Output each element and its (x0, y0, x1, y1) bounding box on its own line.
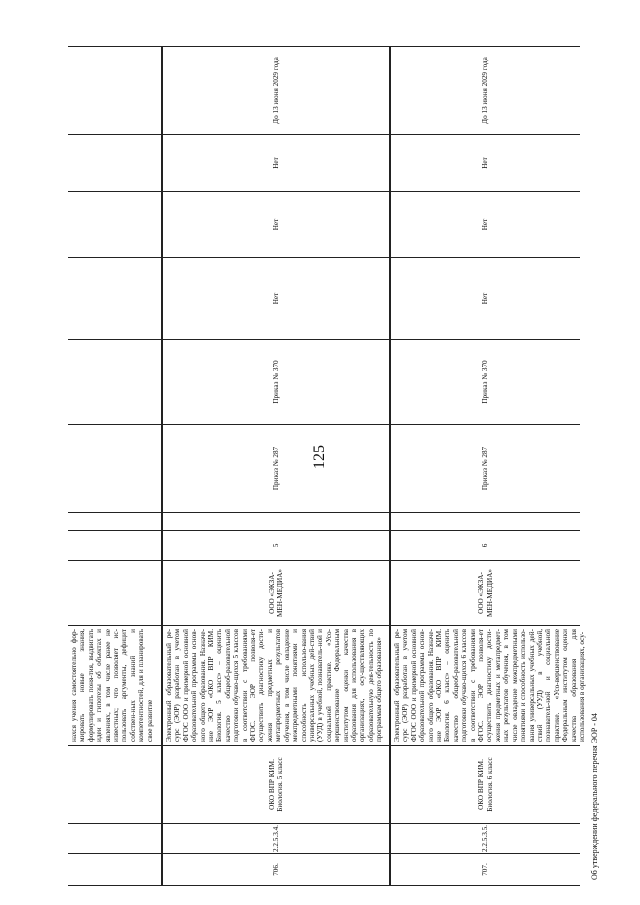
continuation-text: нахся учения самостоятельно фор-мировать новые знания, формулировать поня-тия, выдвигать идеи и гипотезы об объектах и явлениях, в том числе ранее не известных; что позволяет ис-пользовать аргументы, дефицит собствен-ных знаний и компетентностей, для и планировать свое развитие (70, 629, 154, 742)
cell-no3: Нет (163, 135, 389, 192)
cell-code: 2.2.5.3.4. (163, 824, 389, 854)
cell-empty (163, 513, 389, 531)
table-row-continuation (68, 46, 162, 886)
cell-num (68, 854, 161, 886)
cell-grade: 6 (391, 531, 580, 561)
cell-num: 707. (391, 854, 580, 886)
cell-grade: 5 (163, 531, 389, 561)
cell-no3 (68, 135, 161, 192)
cell-order2: Приказ № 370 (163, 340, 389, 425)
cell-num: 706. (163, 854, 389, 886)
cell-no2 (68, 192, 161, 258)
cell-grade (68, 531, 161, 561)
cell-empty (68, 513, 161, 531)
cell-order2: Приказ № 370 (391, 340, 580, 425)
page-footer: Об утверждении федерального перечня ЭОР - 04 (590, 713, 599, 880)
cell-name: ОКО ВПР КИМ. Биология. 6 класс (391, 746, 580, 824)
table-row (390, 46, 586, 886)
cell-no1: Нет (391, 258, 580, 340)
cell-no2: Нет (391, 192, 580, 258)
cell-description: Электронный образовательный ре-сурс (ЭОР) разработан в учетом ФГОС ООО и примерной основной образовательной программы основ-ного общего образования. Назначе-ние ЭОР «ОКО ВПР КИМ. Биология. 6 класс» – оценить качество общеоб-разовательной подготовки обучаю-щихся 6 классов в соответствии с требованиями ФГОС. ЭОР позволя-ет осуществить диагностику дости-жения предметных и метапредмет-ных результатов обучения, в том числе овладение межпредметными понятиями и способность использо-вания универсальных учебных дей-ствий (УУД) в учебной, познаватель-ной и социальной практике. «Усо-вершенствование Федеральным институтом оценки качества образования для использования в организациях, осу- (391, 626, 580, 746)
cell-publisher: ООО «ЭКЗА-МЕН-МЕДИА» (163, 561, 389, 626)
cell-name: ОКО ВПР КИМ. Биология. 5 класс (163, 746, 389, 824)
cell-deadline: До 13 июня 2029 года (391, 46, 580, 135)
cell-order1 (68, 425, 161, 513)
cell-no2: Нет (163, 192, 389, 258)
cell-description (68, 626, 161, 746)
cell-no3: Нет (391, 135, 580, 192)
cell-order1: Приказ № 287 (391, 425, 580, 513)
cell-deadline (68, 46, 161, 135)
table-row (162, 46, 390, 886)
resource-table (68, 46, 586, 886)
cell-publisher: ООО «ЭКЗА-МЕН-МЕДИА» (391, 561, 580, 626)
cell-no1: Нет (163, 258, 389, 340)
cell-order2 (68, 340, 161, 425)
cell-code: 2.2.5.3.5. (391, 824, 580, 854)
cell-code (68, 824, 161, 854)
cell-publisher (68, 561, 161, 626)
cell-description: Электронный образовательный ре-сурс (ЭОР) разработан в учетом ФГОС ООО и примерной основной образовательной программы основ-ного общего образования. Назначе-ние ЭОР «ОКО ВПР КИМ. Биология. 5 класс» – оценить качество общеоб-разовательной подготовки обучаю-щихся 5 классов в соответствии с требованиями ФГОС. ЭОР позволя-ет осуществить диагностику дости-жения предметных и метапредметных результатов обучения, в том числе овладение межпредметными понятиями и способность использо-вания универсальных учебных дей-ствий (УУД) в учебной, познаватель-ной и социальной практике. «Усо-вершенствование Федеральным институтом оценки качества образования для использования в организациях, осу-ществляющих образовательную дея-тельность по программам общего образования» (163, 626, 389, 746)
cell-empty (391, 513, 580, 531)
cell-order1: Приказ № 287 (163, 425, 389, 513)
cell-no1 (68, 258, 161, 340)
page-number: 125 (311, 445, 328, 469)
cell-name (68, 746, 161, 824)
cell-deadline: До 13 июня 2029 года (163, 46, 389, 135)
